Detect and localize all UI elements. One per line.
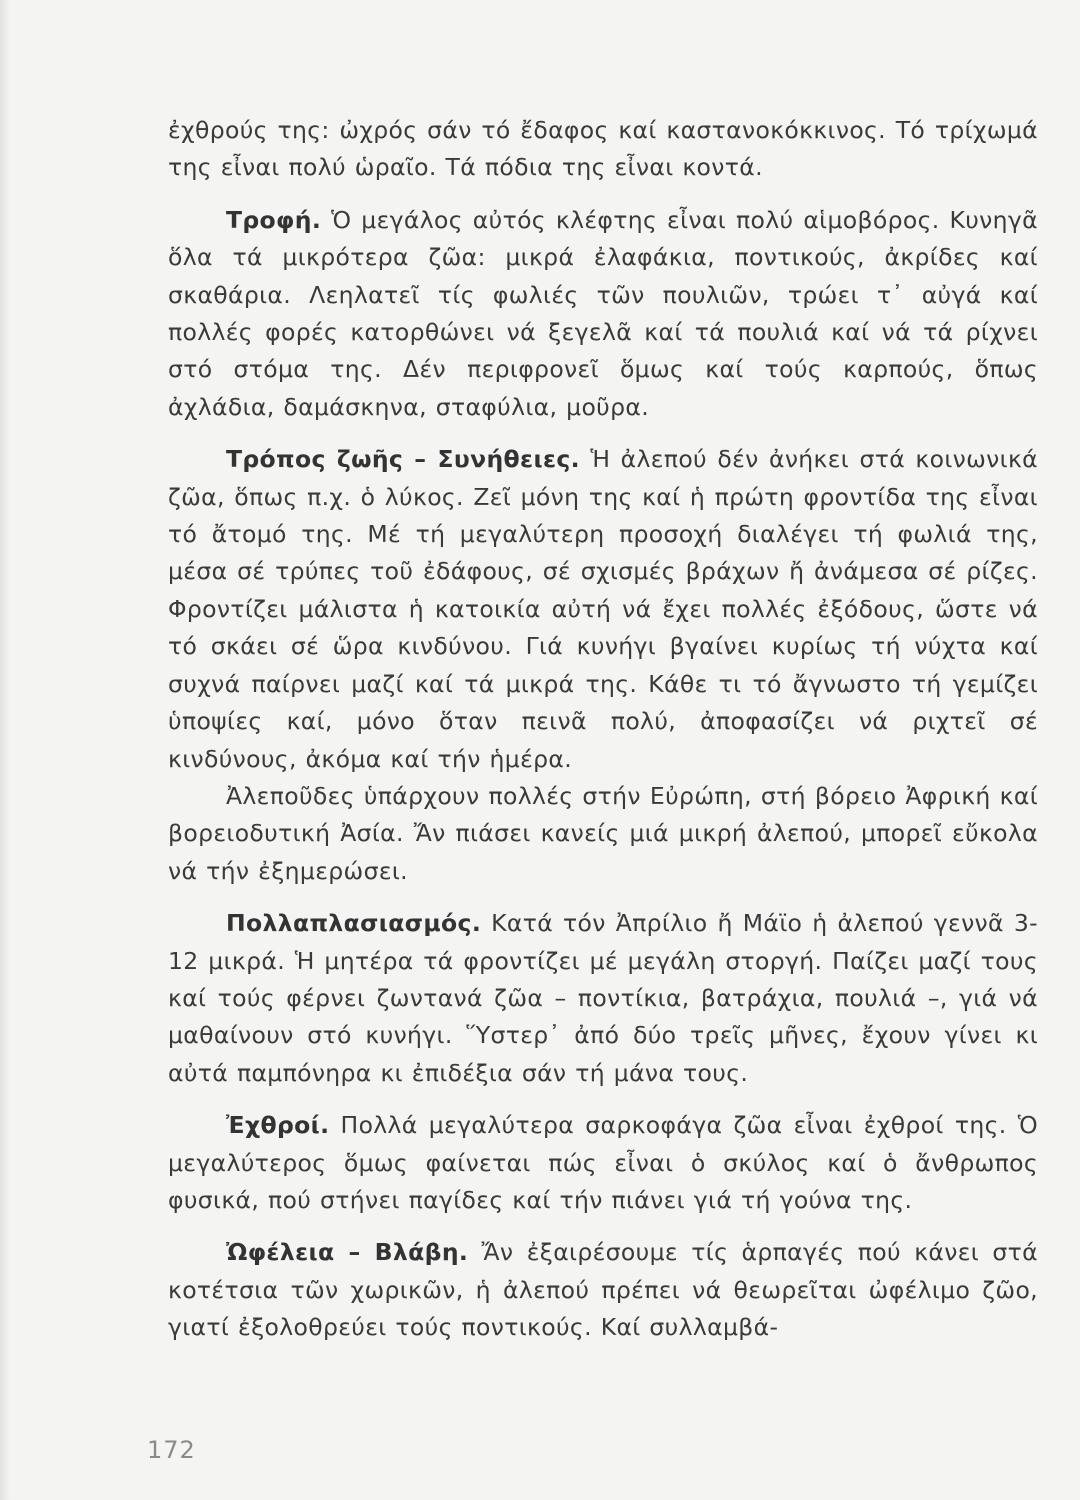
paragraph-enemies — [168, 1107, 1038, 1219]
section-heading-food: Τροφή. — [226, 205, 322, 234]
paragraph-habits — [168, 441, 1038, 778]
paragraph-distribution — [168, 778, 1038, 890]
paragraph-text: Ἀλεποῦδες ὑπάρχουν πολλές στήν Εὐρώπη, στή βόρειο Ἀφρική καί βορειοδυτική Ἀσία. Ἄν πιάσει κανείς μιά μικρή ἀλεπού, μπορεῖ εὔκολα νά τήν ἐξημερώσει. — [168, 781, 1038, 885]
paragraph-text: Ἄν ἐξαιρέσουμε τίς ἁρπαγές πού κάνει στά κοτέτσια τῶν χωρικῶν, ἡ ἀλεπού πρέπει νά θεωρεῖται ὠφέλιμο ζῶο, γιατί ἐξολοθρεύει τούς ποντικούς. Καί συλλαμβά- — [168, 1238, 1038, 1342]
section-heading-reproduction: Πολλαπλασιασμός. — [226, 909, 482, 938]
paragraph-reproduction — [168, 905, 1038, 1092]
section-heading-benefit-harm: Ὠφέλεια – Βλάβη. — [226, 1238, 469, 1267]
paragraph-text: Πολλά μεγαλύτερα σαρκοφάγα ζῶα εἶναι ἐχθροί της. Ὁ μεγαλύτερος ὅμως φαίνεται πώς εἶναι ὁ σκύλος καί ὁ ἄνθρωπος φυσικά, πού στήνει παγίδες καί τήν πιάνει γιά τή γούνα της. — [168, 1111, 1038, 1214]
paragraph-text: ἐχθρούς της: ὠχρός σάν τό ἔδαφος καί καστανοκόκκινος. Τό τρίχωμά της εἶναι πολύ ὡραῖο. Τά πόδια της εἶναι κοντά. — [168, 116, 1038, 182]
scan-edge — [0, 0, 10, 1500]
section-heading-habits: Τρόπος ζωῆς – Συνήθειες. — [226, 445, 580, 474]
section-heading-enemies: Ἐχθροί. — [226, 1111, 330, 1140]
body-text — [168, 112, 1038, 1347]
paragraph-text: Ἡ ἀλεπού δέν ἀνήκει στά κοινωνικά ζῶα, ὅπως π.χ. ὁ λύκος. Ζεῖ μόνη της καί ἡ πρώτη φροντίδα της εἶναι τό ἄτομό της. Μέ τή μεγαλύτερη προσοχή διαλέγει τή φωλιά της, μέσα σέ τρύπες τοῦ ἐδάφους, σέ σχισμές βράχων ἤ ἀνάμεσα σέ ρίζες. Φροντίζει μάλιστα ἡ κατοικία αὐτή νά ἔχει πολλές ἐξόδους, ὥστε νά τό σκάει σέ ὥρα κινδύνου. Γιά κυνήγι βγαίνει κυρίως τή νύχτα καί συχνά παίρνει μαζί καί τά μικρά της. Κάθε τι τό ἄγνωστο τή γεμίζει ὑποψίες καί, μόνο ὅταν πεινᾶ πολύ, ἀποφασίζει νά ριχτεῖ σέ κινδύνους, ἀκόμα καί τήν ἡμέρα. — [168, 445, 1038, 773]
paragraph-benefit-harm — [168, 1234, 1038, 1346]
paragraph-food — [168, 202, 1038, 426]
page-number: 172 — [147, 1436, 196, 1464]
paragraph-text: Κατά τόν Ἀπρίλιο ἤ Μάϊο ἡ ἀλεπού γεννᾶ 3-12 μικρά. Ἡ μητέρα τά φροντίζει μέ μεγάλη στοργή. Παίζει μαζί τους καί τούς φέρνει ζωντανά ζῶα – ποντίκια, βατράχια, πουλιά –, γιά νά μαθαίνουν στό κυνήγι. Ὕστερ᾽ ἀπό δύο τρεῖς μῆνες, ἔχουν γίνει κι αὐτά παμπόνηρα κι ἐπιδέξια σάν τή μάνα τους. — [168, 909, 1038, 1087]
paragraph-text: Ὁ μεγάλος αὐτός κλέφτης εἶναι πολύ αἱμοβόρος. Κυνηγᾶ ὅλα τά μικρότερα ζῶα: μικρά ἐλαφάκια, ποντικούς, ἀκρίδες καί σκαθάρια. Λεηλατεῖ τίς φωλιές τῶν πουλιῶν, τρώει τ᾽ αὐγά καί πολλές φορές κατορθώνει νά ξεγελᾶ καί τά πουλιά καί νά τά ρίχνει στό στόμα της. Δέν περιφρονεῖ ὅμως καί τούς καρπούς, ὅπως ἀχλάδια, δαμάσκηνα, σταφύλια, μοῦρα. — [168, 205, 1038, 421]
paragraph-appearance — [168, 112, 1038, 187]
